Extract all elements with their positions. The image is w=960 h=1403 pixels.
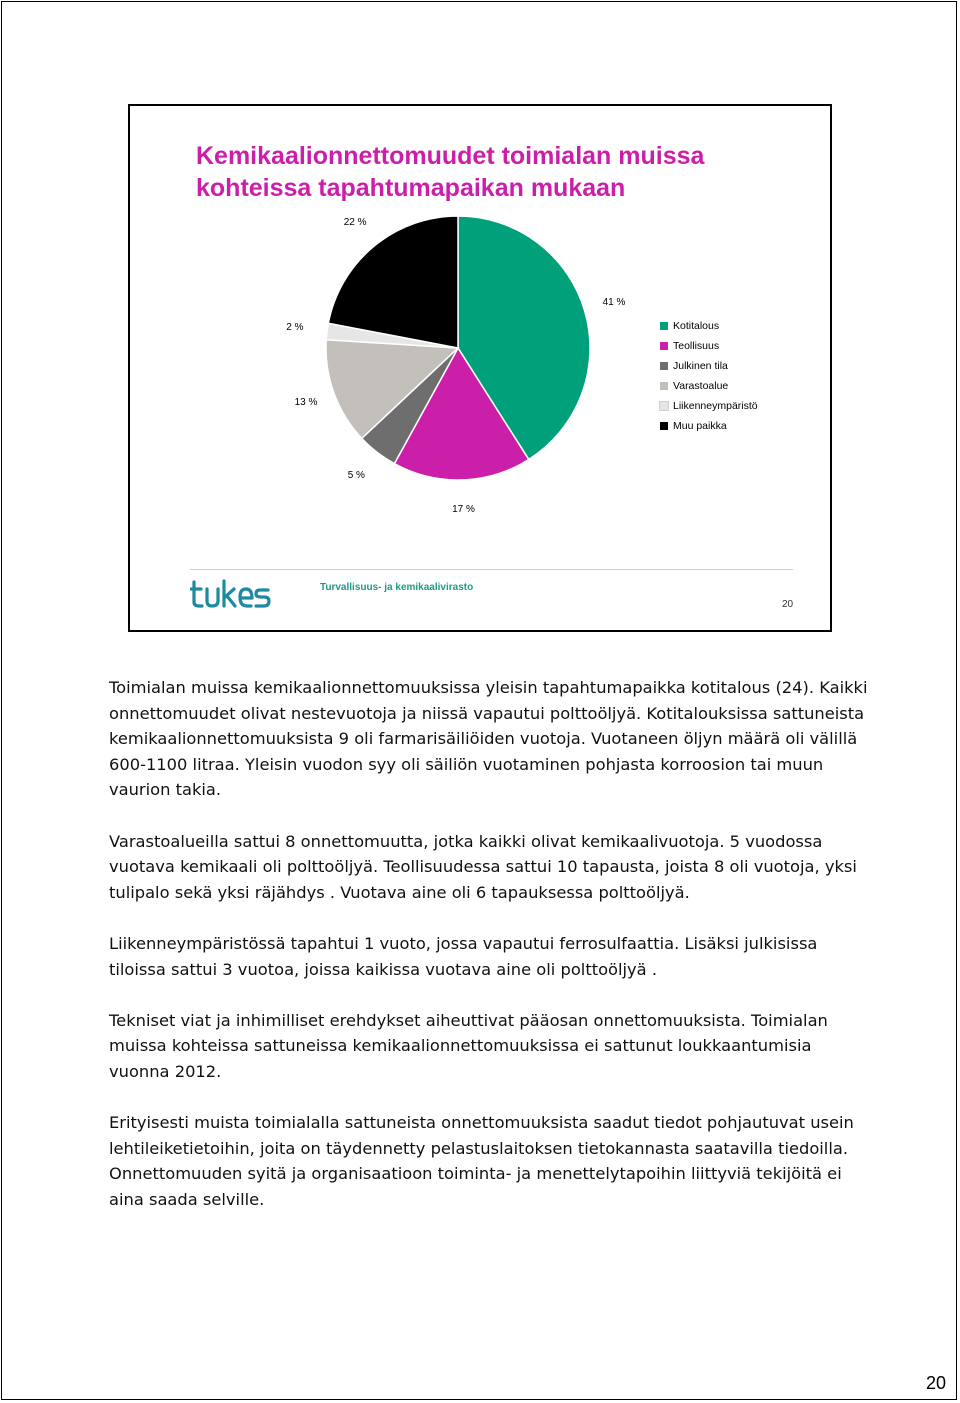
slide-title-line-1: Kemikaalionnettomuudet toimialan muissa	[196, 142, 705, 170]
notes-paragraph: Liikenneympäristössä tapahtui 1 vuoto, jossa vapautui ferrosulfaattia. Lisäksi julkisissa tiloissa sattui 3 vuotoa, joissa kaikissa vuotava aine oli polttoöljyä .	[109, 933, 818, 979]
page-number: 20	[926, 1373, 947, 1393]
legend-item	[660, 316, 758, 336]
notes-text	[109, 675, 869, 1238]
tukes-logo	[190, 576, 282, 612]
pie-percent-label: 13 %	[294, 396, 318, 408]
footer-divider	[190, 569, 793, 570]
slide-title-line-2: kohteissa tapahtumapaikan mukaan	[196, 174, 626, 202]
legend-label: Kotitalous	[673, 320, 720, 332]
legend-label: Liikenneympäristö	[673, 400, 758, 412]
legend-item	[660, 396, 758, 416]
legend-item	[660, 416, 758, 436]
legend-swatch	[660, 402, 668, 410]
notes-paragraph: Erityisesti muista toimialalla sattuneista onnettomuuksista saadut tiedot pohjautuvat usein lehtileiketietoihin, joita on täydennetty pelastuslaitoksen tietokannasta saatavilla tiedoilla. Onnettomuuden syitä ja organisaatioon toiminta- ja menettelytapoihin liittyviä tekijöitä ei aina saada selville.	[109, 1113, 854, 1209]
legend-item	[660, 356, 758, 376]
slide-number: 20	[782, 599, 794, 610]
slide	[128, 104, 832, 632]
pie-percent-label: 17 %	[452, 503, 475, 515]
pie-percent-label: 41 %	[602, 296, 626, 308]
legend-label: Teollisuus	[673, 340, 720, 352]
legend-item	[660, 336, 758, 356]
legend-label: Julkinen tila	[673, 360, 728, 372]
legend-item	[660, 376, 758, 396]
notes-paragraph: Tekniset viat ja inhimilliset erehdykset aiheuttivat pääosan onnettomuuksista. Toimialan muissa kohteissa sattuneissa kemikaalionnettomuuksissa ei sattunut loukkaantumisia vuonna 2012.	[109, 1010, 828, 1081]
pie-percent-label: 5 %	[347, 470, 365, 481]
legend-label: Varastoalue	[673, 380, 729, 392]
legend-swatch	[660, 422, 668, 430]
legend-swatch	[660, 322, 668, 330]
legend-swatch	[660, 382, 668, 390]
pie-percent-label: 2 %	[286, 321, 304, 333]
pie-percent-label: 22 %	[343, 217, 367, 229]
chart-legend	[660, 316, 758, 436]
legend-swatch	[660, 362, 668, 370]
notes-paragraph: Varastoalueilla sattui 8 onnettomuutta, jotka kaikki olivat kemikaalivuotoja. 5 vuodossa vuotava kemikaali oli polttoöljyä. Teollisuudessa sattui 10 tapausta, joista 8 oli vuotoja, yksi tulipalo sekä yksi räjähdys . Vuotava aine oli 6 tapauksessa polttoöljyä.	[109, 831, 857, 902]
notes-paragraph: Toimialan muissa kemikaalionnettomuuksissa yleisin tapahtumapaikka kotitalous (24). Kaikki onnettomuudet olivat nestevuotoja ja niissä vapautui polttoöljyä. Kotitalouksissa sattuneista kemikaalionnettomuuksista 9 oli farmarisäiliöiden vuotoja. Vuotaneen öljyn määrä oli välillä 600-1100 litraa. Yleisin vuodon syy oli säiliön vuotaminen pohjasta korroosion tai muun vaurion takia.	[109, 678, 868, 800]
legend-swatch	[660, 342, 668, 350]
agency-tagline: Turvallisuus- ja kemikaalivirasto	[320, 582, 474, 593]
legend-label: Muu paikka	[673, 420, 727, 432]
